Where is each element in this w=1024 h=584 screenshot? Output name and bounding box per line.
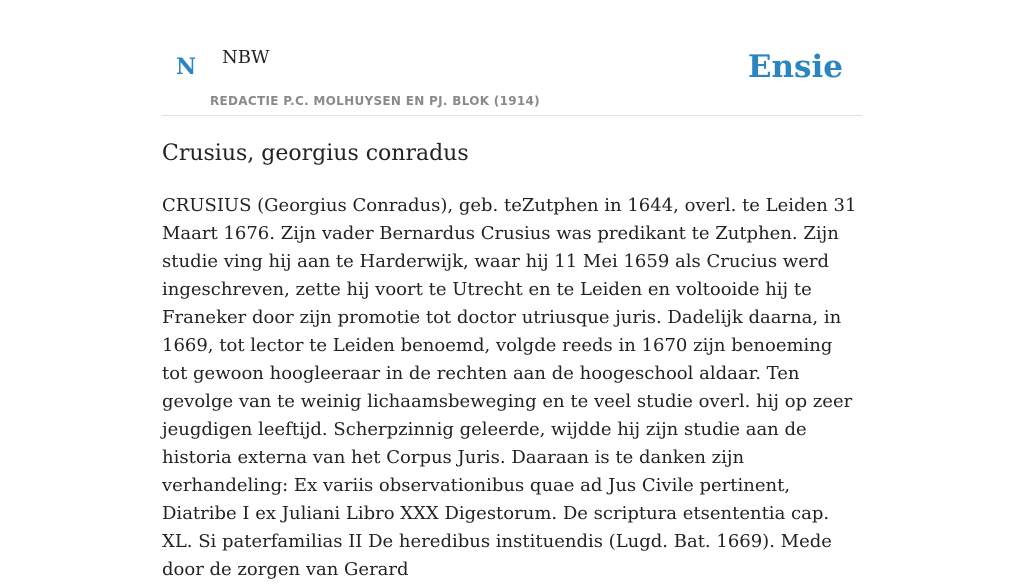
article-body: CRUSIUS (Georgius Conradus), geb. teZutphen in 1644, overl. te Leiden 31 Maart 1676. Zijn vader Bernardus Crusius was predikant te Zutphen. Zijn studie ving hij aan te Harderwijk, waar hij 11 Mei 1659 als Crucius werd ingeschreven, zette hij voort te Utrecht en te Leiden en voltooide hij te Franeker door zijn promotie tot doctor utriusque juris. Dadelijk daarna, in 1669, tot lector te Leiden benoemd, volgde reeds in 1670 zijn benoeming tot gewoon hoogleeraar in de rechten aan de hoogeschool aldaar. Ten gevolge van te weinig lichaamsbeweging en te veel studie overl. hij op zeer jeugdigen leeftijd. Scherpzinnig geleerde, wijdde hij zijn studie aan de historia externa van het Corpus Juris. Daaraan is te danken zijn verhandeling: Ex variis observationibus quae ad Jus Civile pertinent, Diatribe I ex Juliani Libro XXX Digestorum. De scriptura etsententia cap. XL. Si paterfamilias II De heredibus instituendis (Lugd. Bat. 1669). Mede door de zorgen van Gerard (162, 195, 857, 580)
brand-logo[interactable]: Ensie (747, 49, 843, 85)
article-title: Crusius, georgius conradus (162, 141, 469, 166)
source-header (162, 0, 862, 116)
source-subtitle: REDACTIE P.C. MOLHUYSEN EN PJ. BLOK (1914) (210, 94, 540, 108)
source-name[interactable]: NBW (222, 47, 270, 68)
source-logo[interactable]: N (176, 54, 197, 80)
